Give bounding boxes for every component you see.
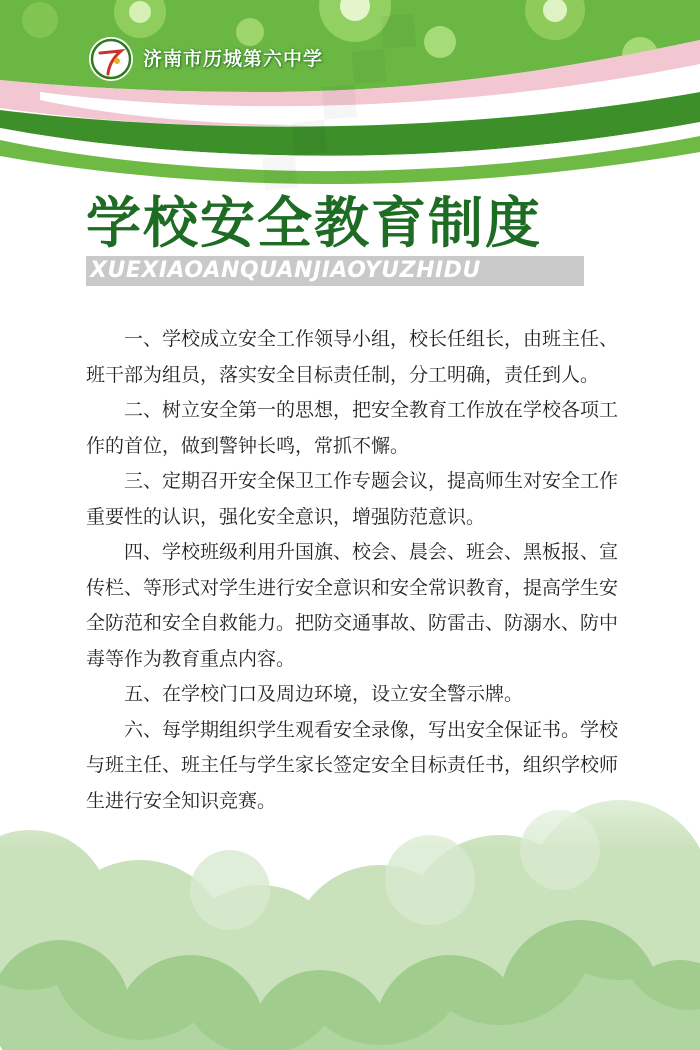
rules-content xyxy=(86,322,618,819)
rule-paragraph-2: 二、树立安全第一的思想，把安全教育工作放在学校各项工作的首位，做到警钟长鸣，常抓不懈。 xyxy=(86,399,619,457)
rule-paragraph-6: 六、每学期组织学生观看安全录像，写出安全保证书。学校与班主任、班主任与学生家长签定安全目标责任书，组织学校师生进行安全知识竞赛。 xyxy=(86,718,619,812)
rule-paragraph-3: 三、定期召开安全保卫工作专题会议，提高师生对安全工作重要性的认识，强化安全意识，增强防范意识。 xyxy=(86,470,619,528)
rule-paragraph-5: 五、在学校门口及周边环境，设立安全警示牌。 xyxy=(124,683,524,705)
rule-paragraph-1: 一、学校成立安全工作领导小组，校长任组长，由班主任、班干部为组员，落实安全目标责任制，分工明确，责任到人。 xyxy=(86,328,619,386)
rule-paragraph-4: 四、学校班级利用升国旗、校会、晨会、班会、黑板报、宣传栏、等形式对学生进行安全意识和安全常识教育，提高学生安全防范和安全自救能力。把防交通事故、防雷击、防溺水、防中毒等作为教育重点内容。 xyxy=(86,541,619,670)
page-subtitle-pinyin: XUEXIAOANQUANJIAOYUZHIDU xyxy=(90,258,481,283)
page-title: 学校安全教育制度 xyxy=(86,191,543,255)
school-name: 济南市历城第六中学 xyxy=(143,48,324,70)
school-logo-icon xyxy=(88,36,134,82)
